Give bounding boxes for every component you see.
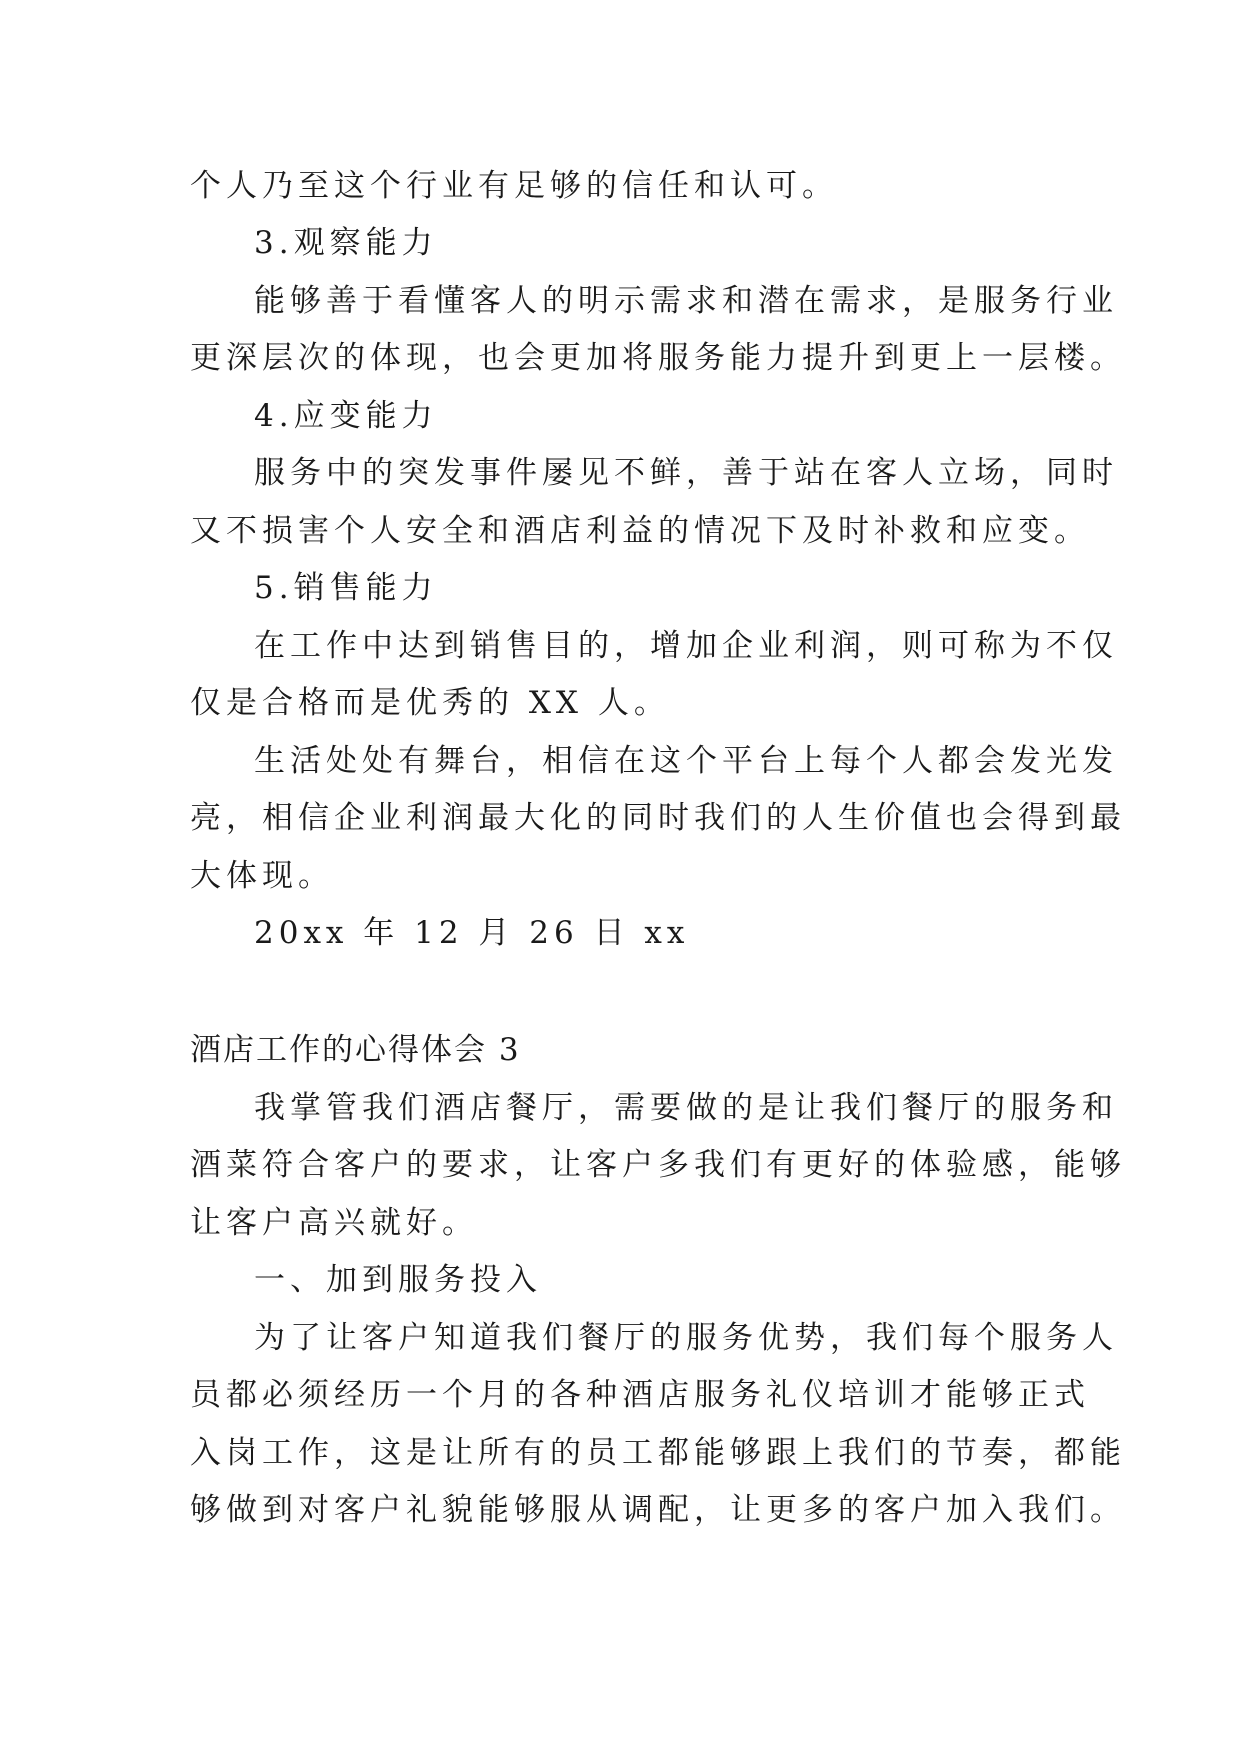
paragraph-line: 我掌管我们酒店餐厅，需要做的是让我们餐厅的服务和 [254, 1090, 1118, 1126]
paragraph-line: 为了让客户知道我们餐厅的服务优势，我们每个服务人 [254, 1320, 1118, 1356]
paragraph-line: 让客户高兴就好。 [190, 1205, 478, 1241]
section-heading-sales: 5.销售能力 [254, 570, 438, 606]
subsection-heading-service: 一、加到服务投入 [254, 1262, 542, 1298]
paragraph-line: 入岗工作，这是让所有的员工都能够跟上我们的节奏，都能 [190, 1435, 1126, 1471]
paragraph-line: 在工作中达到销售目的，增加企业利润，则可称为不仅 [254, 628, 1118, 664]
paragraph-line: 能够善于看懂客人的明示需求和潜在需求，是服务行业 [254, 283, 1118, 319]
paragraph-line: 够做到对客户礼貌能够服从调配，让更多的客户加入我们。 [190, 1492, 1126, 1528]
section-title: 酒店工作的心得体会 3 [190, 1032, 521, 1068]
paragraph-line: 酒菜符合客户的要求，让客户多我们有更好的体验感，能够 [190, 1147, 1126, 1183]
paragraph-line: 亮，相信企业利润最大化的同时我们的人生价值也会得到最 [190, 800, 1126, 836]
paragraph-line: 更深层次的体现，也会更加将服务能力提升到更上一层楼。 [190, 340, 1126, 376]
paragraph-line: 仅是合格而是优秀的 XX 人。 [190, 685, 670, 721]
section-heading-adaptability: 4.应变能力 [254, 398, 438, 434]
paragraph-line: 服务中的突发事件屡见不鲜，善于站在客人立场，同时 [254, 455, 1118, 491]
paragraph-line: 员都必须经历一个月的各种酒店服务礼仪培训才能够正式 [190, 1377, 1090, 1413]
paragraph-line: 生活处处有舞台，相信在这个平台上每个人都会发光发 [254, 743, 1118, 779]
paragraph-line: 大体现。 [190, 858, 334, 894]
paragraph-line: 又不损害个人安全和酒店利益的情况下及时补救和应变。 [190, 513, 1090, 549]
signature-date: 20xx 年 12 月 26 日 xx [254, 915, 690, 951]
section-heading-observation: 3.观察能力 [254, 225, 438, 261]
paragraph-line: 个人乃至这个行业有足够的信任和认可。 [190, 168, 838, 204]
